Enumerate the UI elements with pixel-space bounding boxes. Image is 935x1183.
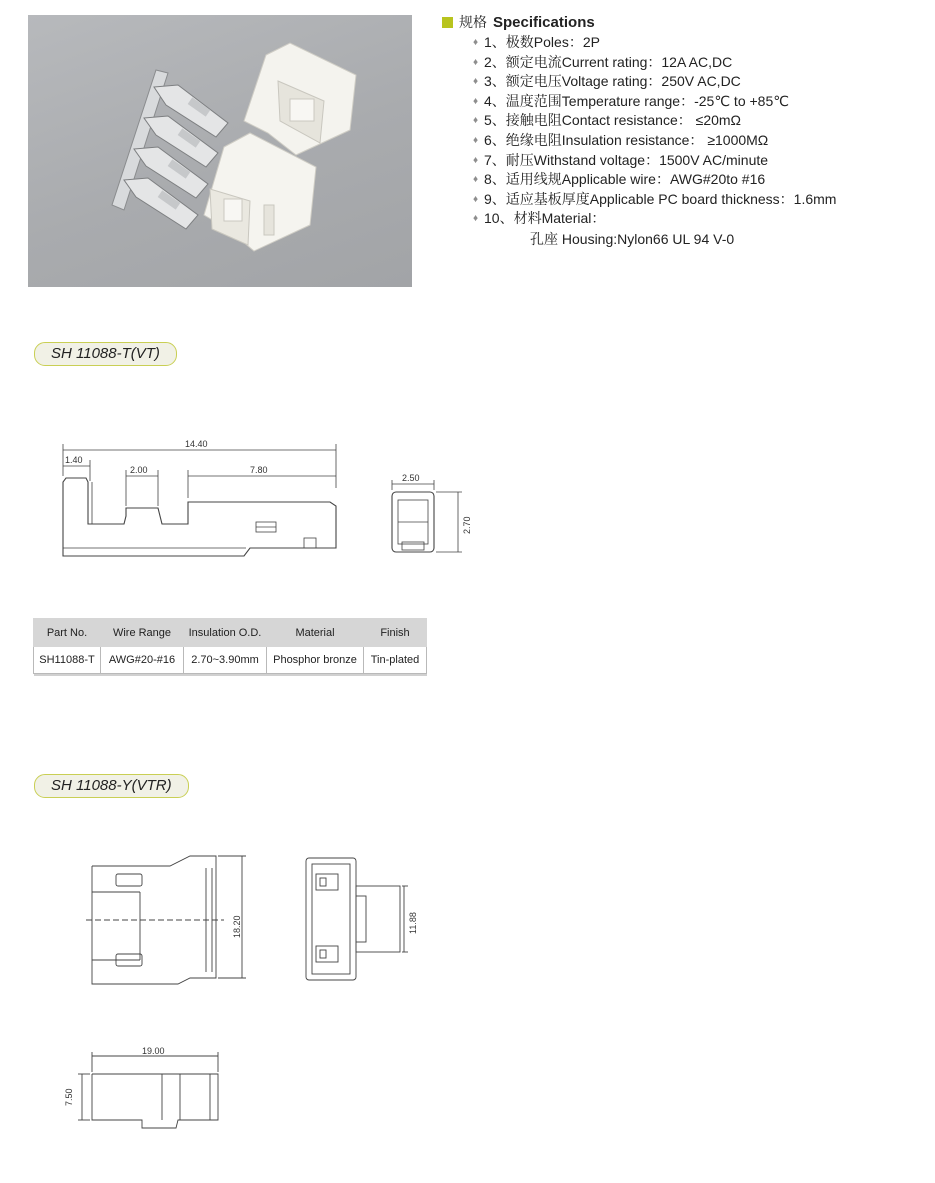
table-cell: AWG#20-#16: [101, 647, 184, 674]
diamond-bullet-icon: ♦: [473, 213, 479, 225]
diamond-bullet-icon: ♦: [473, 193, 479, 205]
dim-housing-depth: 7.50: [64, 1088, 74, 1106]
diamond-bullet-icon: ♦: [473, 154, 479, 166]
table-cell: Tin-plated: [364, 647, 427, 674]
spec-item: ♦ 9、适应基板厚度Applicable PC board thickness：1.6mm: [474, 190, 836, 210]
dim-housing-height: 18.20: [232, 915, 242, 938]
diamond-bullet-icon: ♦: [473, 95, 479, 107]
spec-item: ♦ 2、额定电流Current rating：12A AC,DC: [474, 53, 836, 73]
table-header: Insulation O.D.: [184, 619, 267, 647]
section-title-terminal: SH 11088-T(VT): [34, 342, 177, 366]
bullet-square-icon: [442, 17, 453, 28]
spec-item: ♦ 4、温度范围Temperature range：-25℃ to +85℃: [474, 92, 836, 112]
dim-height: 2.70: [462, 516, 472, 534]
section-title-housing: SH 11088-Y(VTR): [34, 774, 189, 798]
table-cell: 2.70~3.90mm: [184, 647, 267, 674]
spec-item: ♦ 6、绝缘电阻Insulation resistance： ≥1000MΩ: [474, 131, 836, 151]
spec-item: ♦ 3、额定电压Voltage rating：250V AC,DC: [474, 72, 836, 92]
diamond-bullet-icon: ♦: [473, 174, 479, 186]
spec-item: ♦ 7、耐压Withstand voltage：1500V AC/minute: [474, 151, 836, 171]
terminal-spec-table: [33, 618, 427, 676]
housing-drawing-top: [58, 1044, 258, 1150]
dim-overall-length: 14.40: [185, 439, 208, 449]
spec-housing-material: 孔座 Housing:Nylon66 UL 94 V-0: [530, 231, 735, 247]
table-header: Material: [267, 619, 364, 647]
table-cell: Phosphor bronze: [267, 647, 364, 674]
table-header: Wire Range: [101, 619, 184, 647]
specifications-title-en: Specifications: [493, 13, 595, 31]
spec-item: ♦ 8、适用线规Applicable wire：AWG#20to #16: [474, 170, 836, 190]
terminal-drawing: [50, 436, 480, 566]
specifications-title-cn: 规格: [459, 14, 487, 30]
housing-drawing-views: [80, 848, 420, 993]
spec-item: ♦ 1、极数Poles：2P: [474, 33, 836, 53]
dim-housing-inner: 11.88: [408, 912, 418, 934]
specifications-list: [474, 33, 836, 229]
specifications-heading: [442, 12, 595, 32]
dim-tip: 1.40: [65, 455, 83, 465]
diamond-bullet-icon: ♦: [473, 76, 479, 88]
table-header: Finish: [364, 619, 427, 647]
dim-housing-length: 19.00: [142, 1046, 165, 1056]
spec-item: ♦ 5、接触电阻Contact resistance： ≤20mΩ: [474, 111, 836, 131]
table-cell: SH11088-T: [34, 647, 101, 674]
table-row: [34, 647, 427, 674]
dim-width: 2.50: [402, 473, 420, 483]
diamond-bullet-icon: ♦: [473, 115, 479, 127]
dim-gap: 2.00: [130, 465, 148, 475]
diamond-bullet-icon: ♦: [473, 37, 479, 48]
dim-barrel: 7.80: [250, 465, 268, 475]
diamond-bullet-icon: ♦: [473, 56, 479, 68]
table-header: Part No.: [34, 619, 101, 647]
spec-item: ♦ 10、材料Material：: [474, 209, 836, 229]
product-photo: [28, 15, 412, 287]
diamond-bullet-icon: ♦: [473, 134, 479, 146]
